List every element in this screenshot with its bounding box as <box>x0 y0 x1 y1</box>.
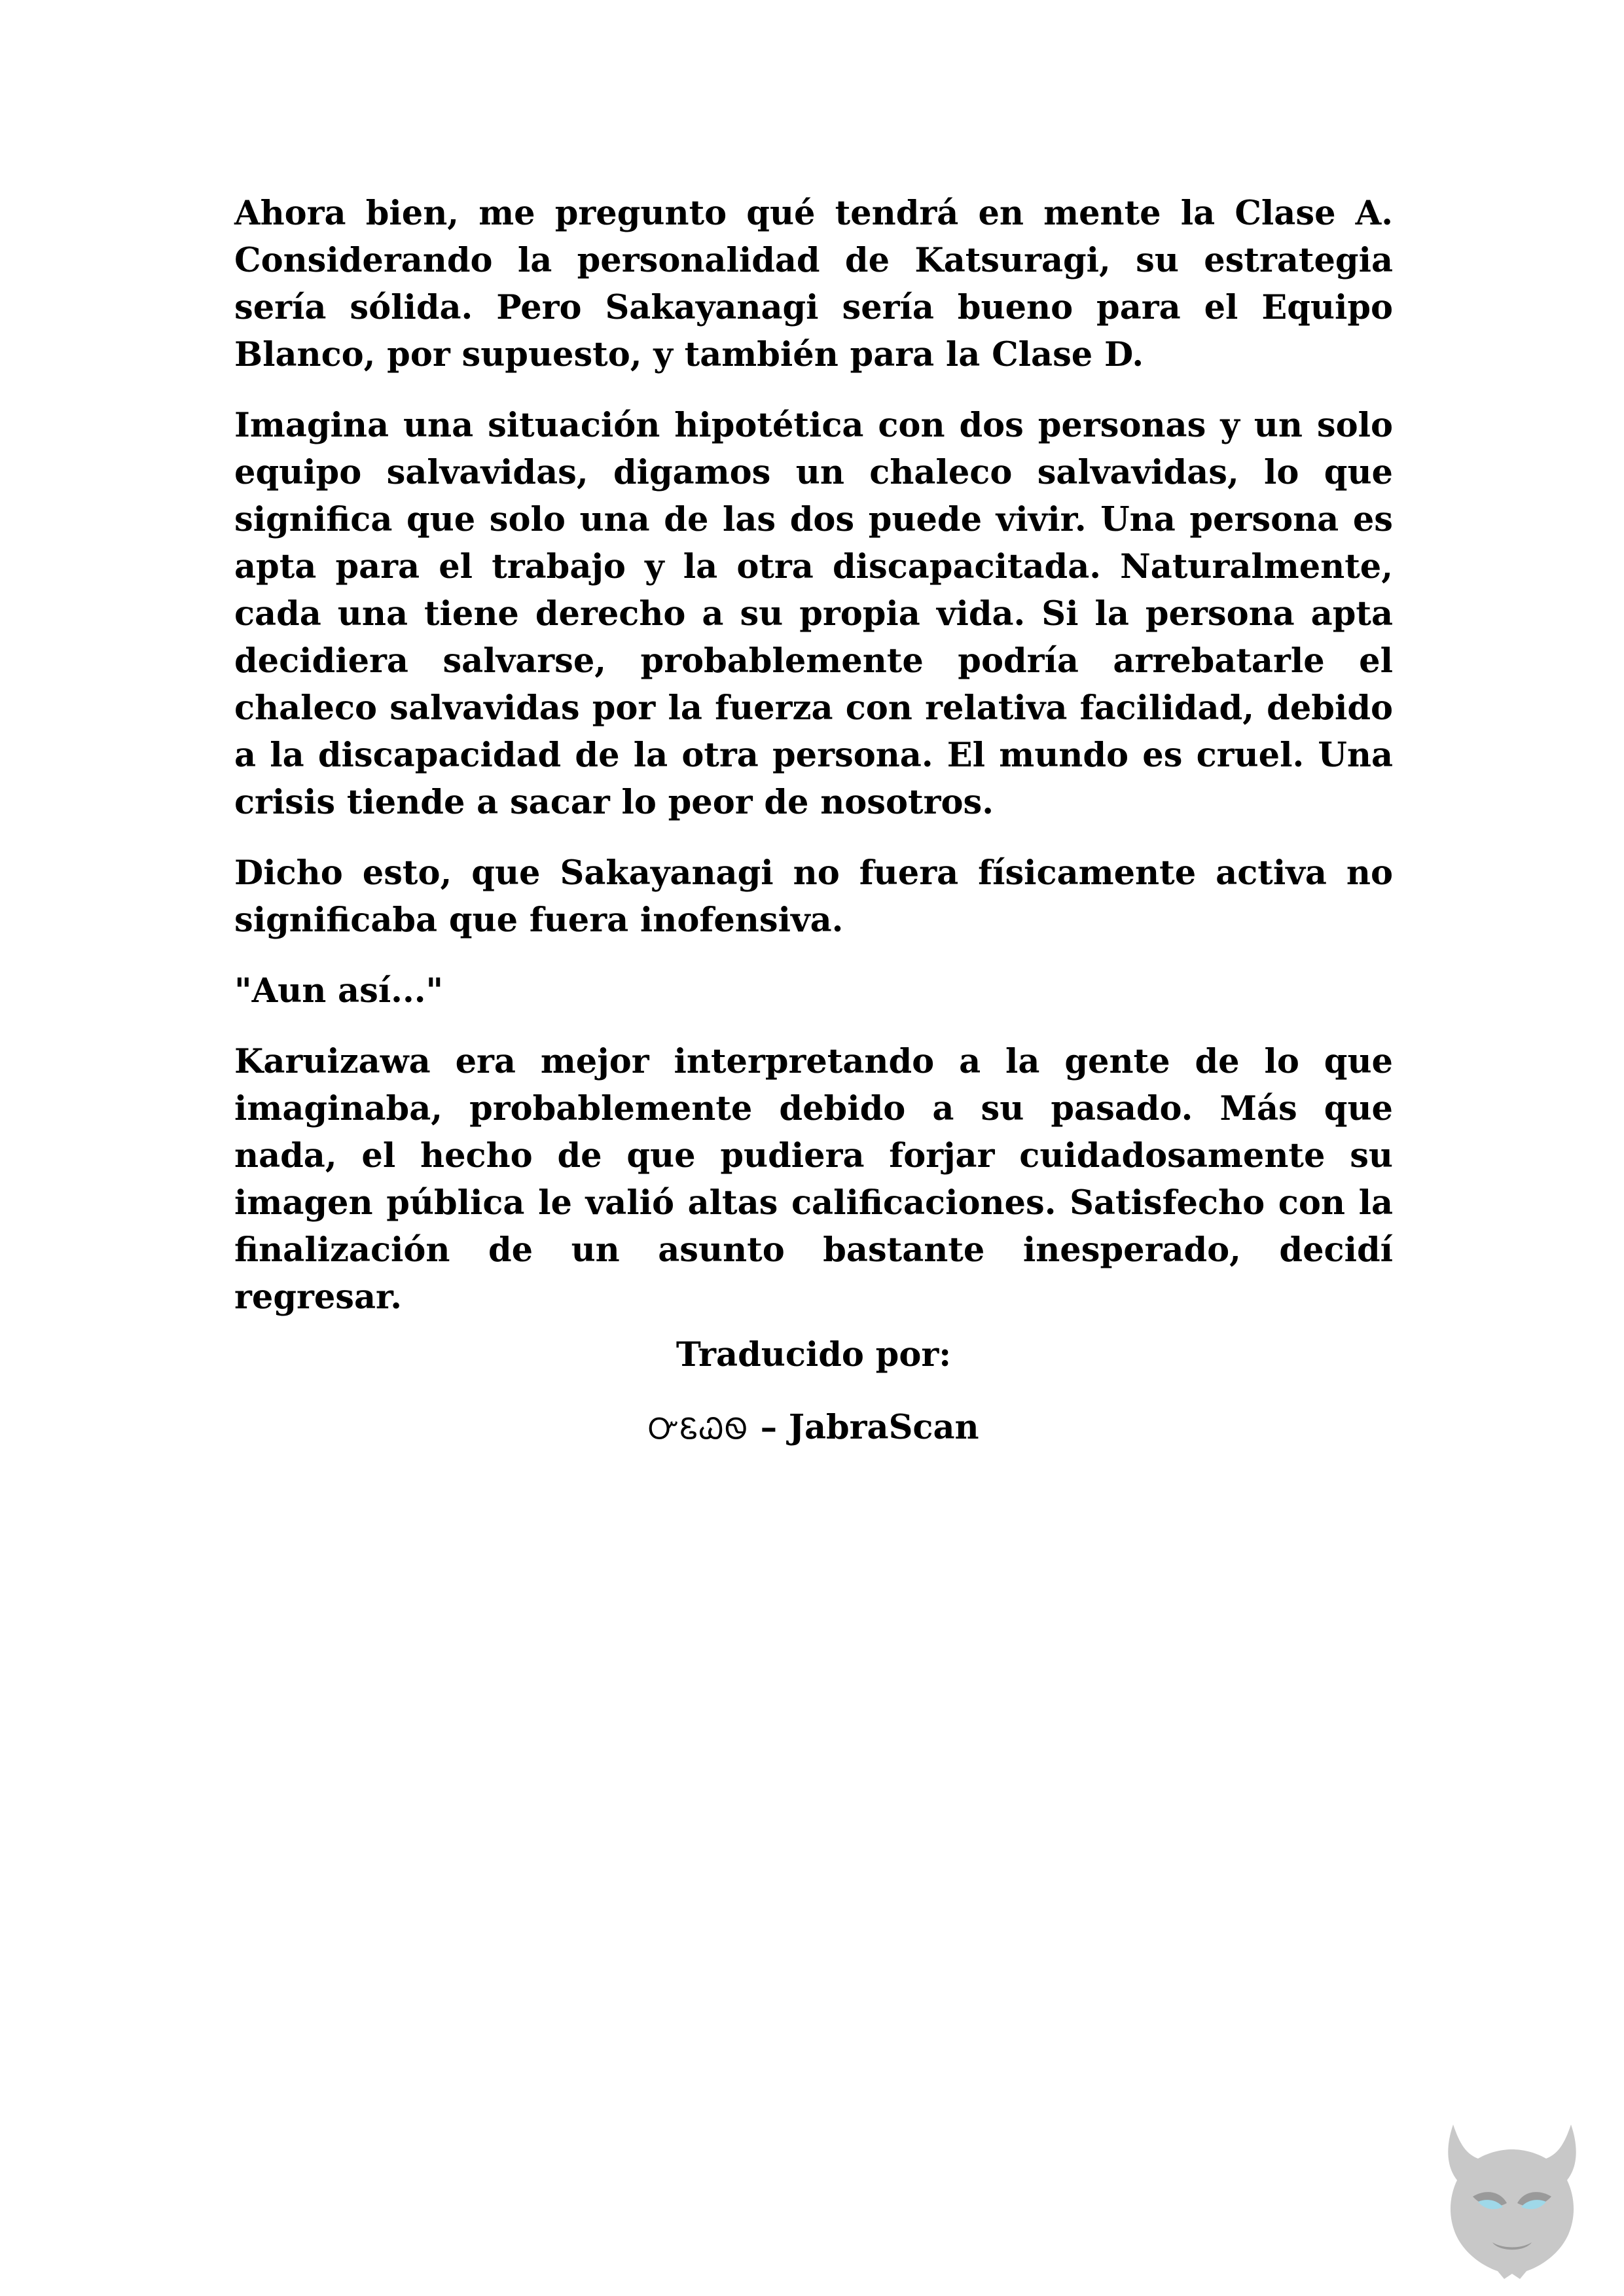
mask-outline <box>1448 2125 1576 2279</box>
paragraph-5: Karuizawa era mejor interpretando a la gente de lo que imaginaba, probablemente debido a su pasado. Más que nada, el hecho de que pudiera forjar cuidadosamente su imagen pública le valió altas calificaciones. Satisfecho con la finalización de un asunto bastante inesperado, decidí regresar. <box>234 1042 1393 1317</box>
mask-shape <box>1448 2125 1576 2279</box>
group-name: JabraScan <box>788 1408 979 1447</box>
paragraph-3: Dicho esto, que Sakayanagi no fuera físicamente activa no significaba que fuera inofensiva. <box>234 853 1393 940</box>
paragraph-2: Imagina una situación hipotética con dos personas y un solo equipo salvavidas, digamos un chaleco salvavidas, lo que significa que solo una de las dos puede vivir. Una persona es apta para el trabajo y la otra discapacitada. Naturalmente, cada una tiene derecho a su propia vida. Si la persona apta decidiera salvarse, probablemente podría arrebatarle el chaleco salvavidas por la fuerza con relativa facilidad, debido a la discapacidad de la otra persona. El mundo es cruel. Una crisis tiende a sacar lo peor de nosotros. <box>234 406 1393 822</box>
paragraph-1: Ahora bien, me pregunto qué tendrá en mente la Clase A. Considerando la personalidad de Katsuragi, su estrategia sería sólida. Pero Sakayanagi sería bueno para el Equipo Blanco, por supuesto, y también para la Clase D. <box>234 194 1393 374</box>
credits-separator: – <box>760 1408 778 1447</box>
translator-name: ᏅᏋᏇᏫ <box>648 1412 749 1446</box>
credits-line <box>234 1404 1393 1453</box>
credits-label: Traducido por: <box>676 1335 952 1374</box>
paragraph-4: "Aun así..." <box>234 971 444 1011</box>
demon-mask-logo-icon <box>1427 2118 1597 2282</box>
document-body <box>234 190 1393 1344</box>
